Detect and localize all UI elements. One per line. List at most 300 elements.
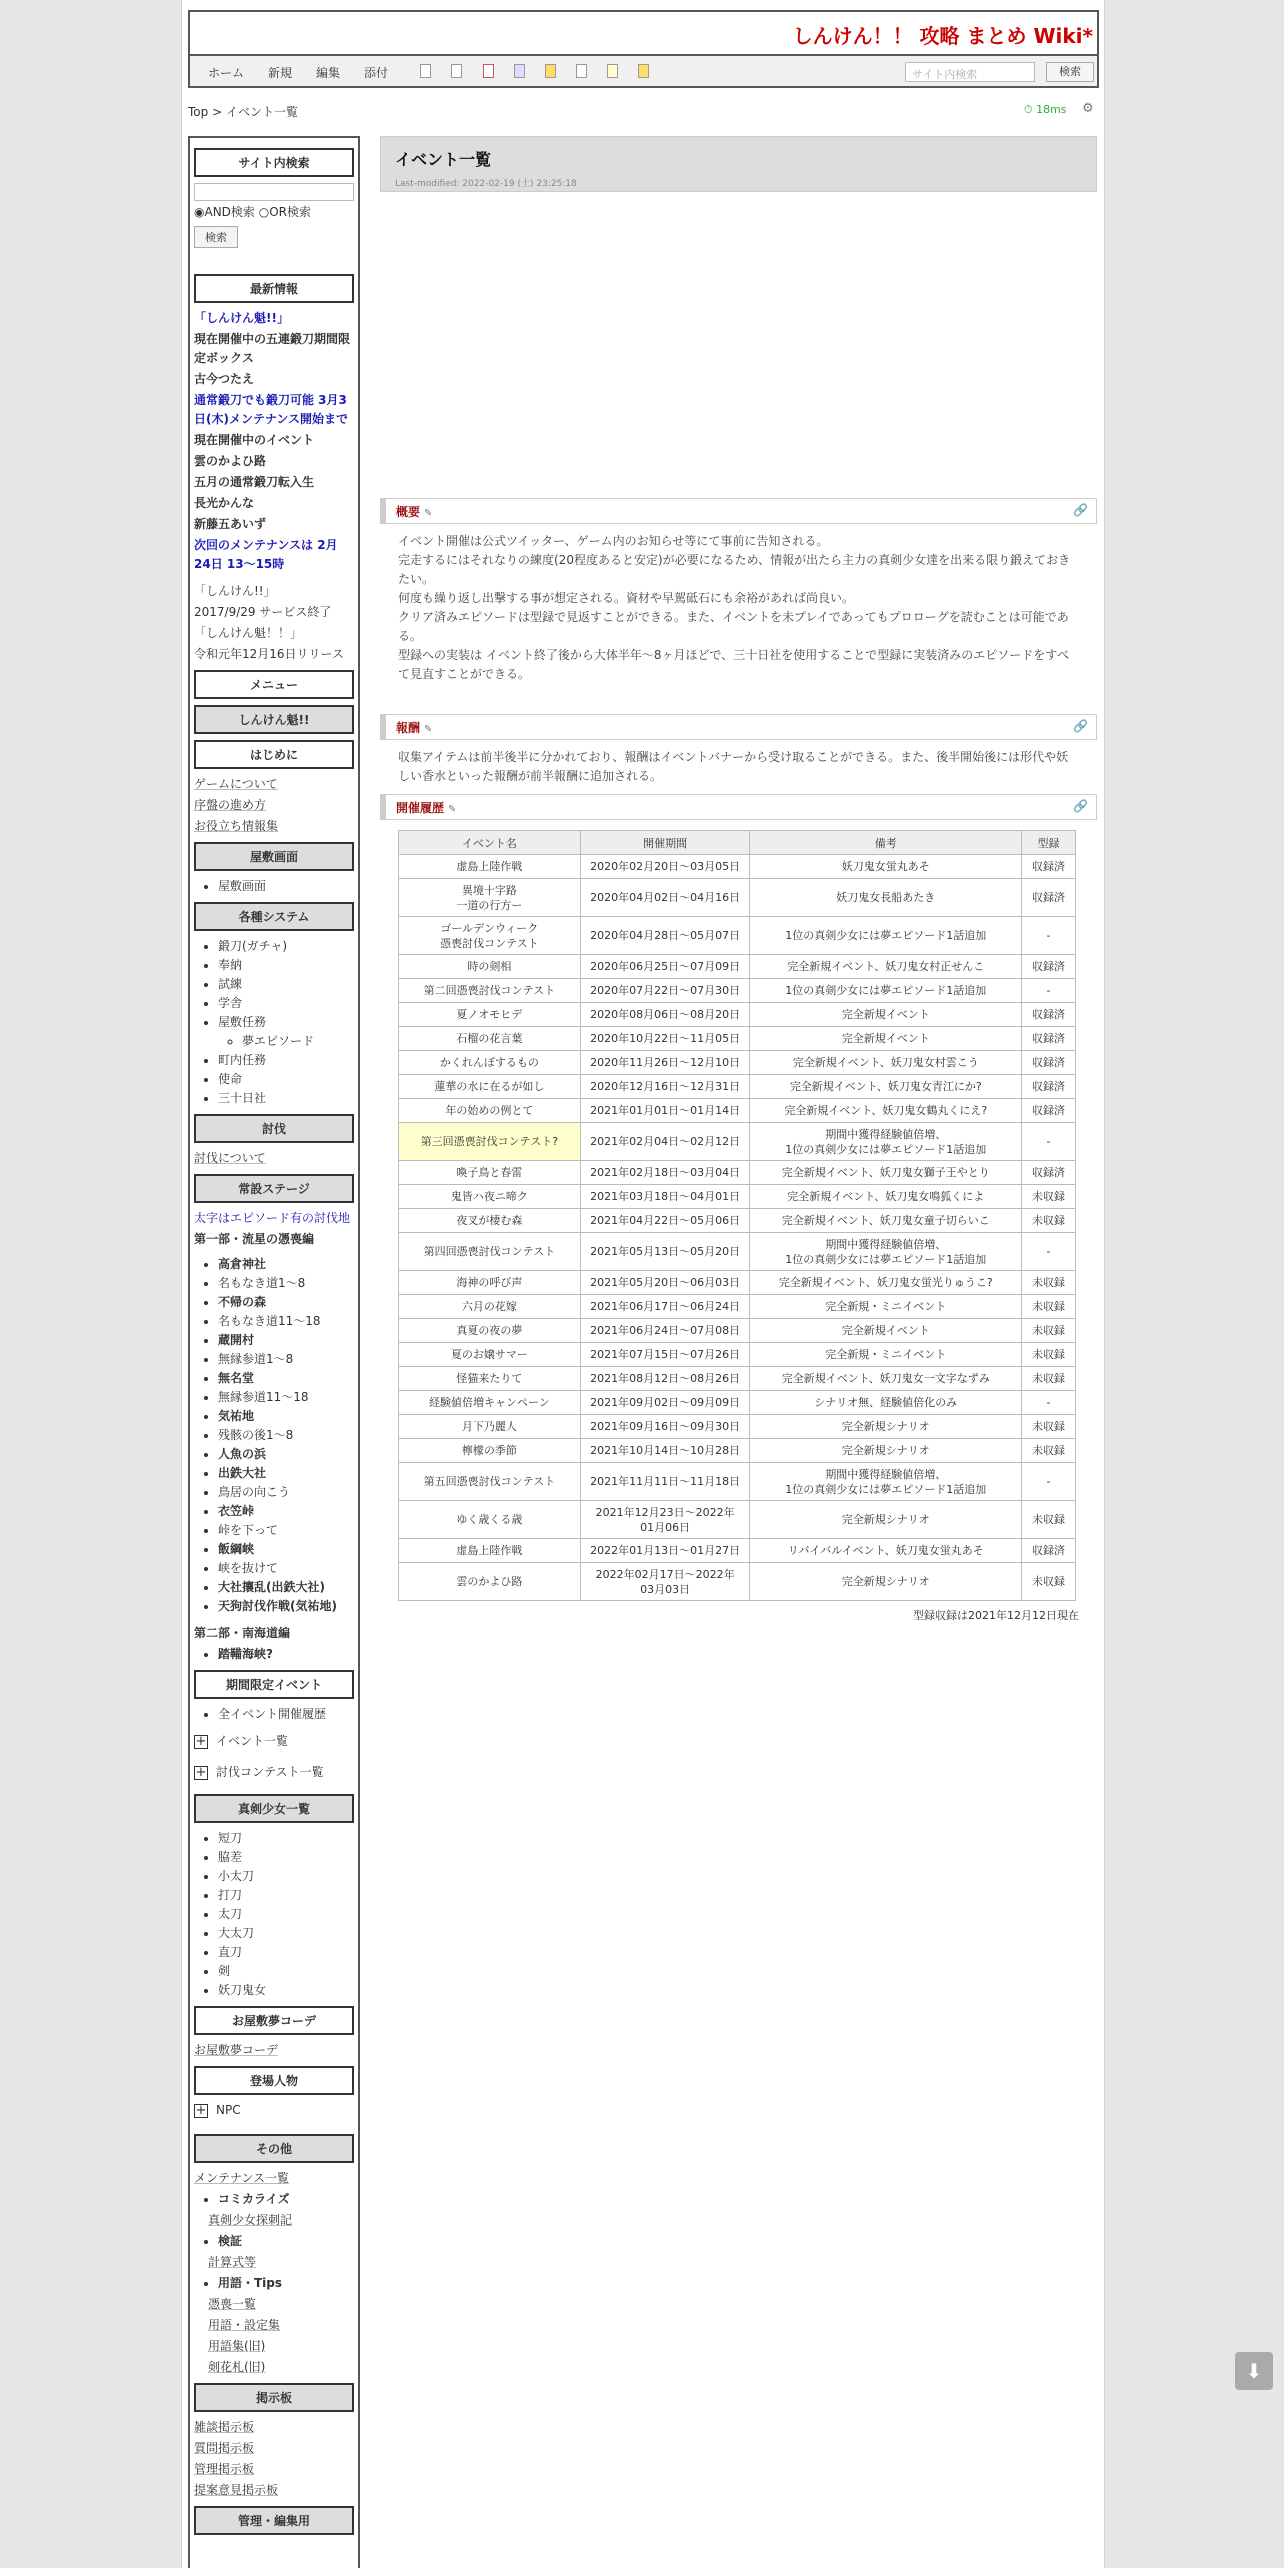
sidebar-item-girl[interactable]: • 打刀	[218, 1886, 354, 1905]
page	[181, 0, 1105, 2568]
sidebar-item-system[interactable]: • 屋敷任務	[218, 1013, 354, 1032]
last-modified: Last-modified: 2022-02-19 (土) 23:25:18	[395, 179, 577, 189]
event-name-cell[interactable]: 第四回憑喪討伐コンテスト	[399, 1233, 581, 1271]
plus-icon[interactable]: +	[195, 1764, 207, 1780]
table-row	[399, 955, 1076, 979]
table-row	[399, 1295, 1076, 1319]
notes-cell: 完全新規シナリオ	[750, 1415, 1022, 1439]
catalog-cell: 収録済	[1022, 1051, 1076, 1075]
catalog-cell: 収録済	[1022, 1099, 1076, 1123]
intro-link[interactable]: ゲームについて	[194, 777, 278, 791]
limited-header: 期間限定イベント	[194, 1670, 354, 1699]
nav-edit[interactable]: 編集	[316, 66, 341, 80]
system-list	[218, 937, 354, 1108]
period-cell: 2021年09月02日～09月09日	[580, 1391, 750, 1415]
sidebar-item-system[interactable]: • 町内任務	[218, 1051, 354, 1070]
notes-cell: 完全新規イベント、妖刀鬼女一文字なずみ	[750, 1367, 1022, 1391]
notes-cell: 期間中獲得経験値倍増、 1位の真剣少女には夢エピソード1話追加	[750, 1233, 1022, 1271]
notes-cell: 完全新規シナリオ	[750, 1439, 1022, 1463]
notes-cell: リバイバルイベント、妖刀鬼女蛍丸あそ	[750, 1539, 1022, 1563]
notes-cell: シナリオ無、経験値倍化のみ	[750, 1391, 1022, 1415]
table-row	[399, 979, 1076, 1003]
breadcrumb-current: イベント一覧	[225, 105, 298, 119]
ad-space	[380, 192, 1097, 498]
news-item[interactable]: 現在開催中のイベント	[194, 433, 315, 447]
bbs-link[interactable]: 管理掲示板	[194, 2462, 255, 2476]
section-reward: 報酬 ✎ 🔗	[380, 714, 1097, 740]
stage-list	[218, 1255, 354, 1616]
period-cell: 2021年02月04日～02月12日	[580, 1123, 750, 1161]
gear-icon[interactable]: ⚙	[1082, 101, 1094, 116]
table-row	[399, 1563, 1076, 1601]
save-icon[interactable]	[514, 64, 525, 78]
sidebar-item-stage[interactable]: • 峠を下って	[218, 1521, 354, 1540]
sidebar-item-stage[interactable]: • 無名堂	[218, 1369, 354, 1388]
overview-line: 何度も繰り返し出撃する事が想定される。資材や早駕砥石にも余裕があれば尚良い。	[398, 591, 855, 605]
lock-icon[interactable]	[545, 64, 556, 78]
sidebar-item-stage[interactable]: • 高倉神社	[218, 1255, 354, 1274]
catalog-cell: 未収録	[1022, 1439, 1076, 1463]
event-name-cell[interactable]: 虚島上陸作戦	[399, 1539, 581, 1563]
delete-icon[interactable]	[483, 64, 494, 78]
main-content	[380, 136, 1097, 1623]
breadcrumb-top[interactable]: Top	[188, 105, 209, 119]
catalog-cell: 収録済	[1022, 1003, 1076, 1027]
event-name-cell[interactable]: 喚子鳥と春雷	[399, 1161, 581, 1185]
catalog-cell: 未収録	[1022, 1415, 1076, 1439]
page-icon[interactable]	[451, 64, 462, 78]
news-item[interactable]: 新藤五あいず	[194, 517, 267, 531]
news-item[interactable]: 雲のかよひ路	[194, 454, 267, 468]
other-sub-link[interactable]: 真剣少女探刺記	[208, 2213, 293, 2227]
sidebar-item-girl[interactable]: • 大太刀	[218, 1924, 354, 1943]
section-history: 開催履歴 ✎ 🔗	[380, 794, 1097, 820]
notes-cell: 完全新規・ミニイベント	[750, 1295, 1022, 1319]
period-cell: 2020年08月06日～08月20日	[580, 1003, 750, 1027]
chara-header: 登場人物	[194, 2066, 354, 2095]
sidebar-item-other: • 検証	[218, 2232, 354, 2251]
table-row	[399, 1501, 1076, 1539]
news-item[interactable]: 古今つたえ	[194, 372, 255, 386]
overview-line: クリア済みエピソードは型録で見返すことができる。また、イベントを未プレイであってもプロローグを読むことは可能である。	[398, 610, 1069, 643]
table-row	[399, 1027, 1076, 1051]
period-cell: 2021年03月18日～04月01日	[580, 1185, 750, 1209]
event-name-cell[interactable]: 第二回憑喪討伐コンテスト	[399, 979, 581, 1003]
or-radio[interactable]: ○	[258, 205, 270, 219]
event-name-cell[interactable]: 石榴の花言葉	[399, 1027, 581, 1051]
table-row	[399, 1003, 1076, 1027]
event-name-cell[interactable]: 真夏の夜の夢	[399, 1319, 581, 1343]
period-cell: 2021年09月16日～09月30日	[580, 1415, 750, 1439]
period-cell: 2020年11月26日～12月10日	[580, 1051, 750, 1075]
sidebar-item-stage[interactable]: • 天狗討伐作戦(気祐地)	[218, 1597, 354, 1616]
col-event-name: イベント名	[399, 831, 581, 855]
table-row	[399, 1539, 1076, 1563]
catalog-cell: 収録済	[1022, 1027, 1076, 1051]
catalog-cell: -	[1022, 917, 1076, 955]
system-header: 各種システム	[194, 902, 354, 931]
event-name-cell[interactable]: かくれんぼするもの	[399, 1051, 581, 1075]
sidebar-item-stage[interactable]: • 踏鞴海峡?	[218, 1645, 354, 1664]
period-cell: 2020年06月25日～07月09日	[580, 955, 750, 979]
stage-header: 常設ステージ	[194, 1174, 354, 1203]
period-cell: 2021年06月24日～07月08日	[580, 1319, 750, 1343]
catalog-cell: 未収録	[1022, 1271, 1076, 1295]
period-cell: 2021年05月20日～06月03日	[580, 1271, 750, 1295]
notes-cell: 完全新規・ミニイベント	[750, 1343, 1022, 1367]
sidebar-item-stage[interactable]: • 飯綱峡	[218, 1540, 354, 1559]
period-cell: 2021年02月18日～03月04日	[580, 1161, 750, 1185]
notes-cell: 期間中獲得経験値倍増、 1位の真剣少女には夢エピソード1話追加	[750, 1123, 1022, 1161]
event-name-cell[interactable]: 異境十字路 一道の行方ー	[399, 879, 581, 917]
sidebar	[188, 136, 360, 2568]
sidebar-item-system[interactable]: • 三十日社	[218, 1089, 354, 1108]
period-cell: 2022年01月13日～01月27日	[580, 1539, 750, 1563]
notes-cell: 完全新規イベント	[750, 1319, 1022, 1343]
catalog-cell: 未収録	[1022, 1295, 1076, 1319]
load-time: ⏱ 18ms	[1024, 103, 1067, 116]
sidebar-item-system[interactable]: • 鍛刀(ガチャ)	[218, 937, 354, 956]
catalog-cell: -	[1022, 1391, 1076, 1415]
table-row	[399, 1123, 1076, 1161]
other-sub-link[interactable]: 用語・設定集	[208, 2318, 281, 2332]
col-period: 開催期間	[580, 831, 750, 855]
yume-link[interactable]: お屋敷夢コーデ	[194, 2043, 279, 2057]
event-name-cell[interactable]: 海神の呼び声	[399, 1271, 581, 1295]
system-sub	[218, 1032, 354, 1051]
event-name-cell[interactable]: 蓮華の水に在るが如し	[399, 1075, 581, 1099]
period-cell: 2021年01月01日～01月14日	[580, 1099, 750, 1123]
release-line: 「しんけん!!」	[194, 584, 276, 598]
table-row	[399, 1343, 1076, 1367]
bbs-links	[194, 2418, 354, 2500]
table-row	[399, 1319, 1076, 1343]
event-list-toggle[interactable]: + イベント一覧	[195, 1733, 289, 1749]
sidebar-item-girl[interactable]: • 短刀	[218, 1829, 354, 1848]
and-radio[interactable]: ◉	[194, 205, 205, 219]
stage-part2-list	[218, 1645, 354, 1664]
intro-link[interactable]: お役立ち情報集	[194, 819, 279, 833]
page-title-box	[380, 136, 1097, 192]
sidebar-item-stage[interactable]: • 気祐地	[218, 1407, 354, 1426]
maint-link[interactable]: メンテナンス一覧	[194, 2171, 290, 2185]
table-row	[399, 1391, 1076, 1415]
site-search-header: サイト内検索	[194, 148, 354, 177]
toubatsu-header: 討伐	[194, 1114, 354, 1143]
catalog-cell: 収録済	[1022, 1075, 1076, 1099]
period-cell: 2021年12月23日～2022年 01月06日	[580, 1501, 750, 1539]
section-overview: 概要 ✎ 🔗	[380, 498, 1097, 524]
sidebar-item-other: • 用語・Tips	[218, 2274, 354, 2293]
nav-new[interactable]: 新規	[268, 66, 293, 80]
notes-cell: 妖刀鬼女長船あたき	[750, 879, 1022, 917]
catalog-cell: 未収録	[1022, 1501, 1076, 1539]
bbs-header: 掲示板	[194, 2383, 354, 2412]
release-line: 2017/9/29 サービス終了	[194, 605, 332, 619]
catalog-cell: 収録済	[1022, 1161, 1076, 1185]
notes-cell: 期間中獲得経験値倍増、 1位の真剣少女には夢エピソード1話追加	[750, 1463, 1022, 1501]
sidebar-item-stage[interactable]: • 鳥居の向こう	[218, 1483, 354, 1502]
notes-cell: 完全新規イベント、妖刀鬼女村正せんこ	[750, 955, 1022, 979]
col-catalog: 型録	[1022, 831, 1076, 855]
notes-cell: 完全新規イベント	[750, 1027, 1022, 1051]
release-line: 令和元年12月16日リリース	[194, 647, 344, 661]
yashiki-header: 屋敷画面	[194, 842, 354, 871]
site-title[interactable]: しんけん！！ 攻略 まとめ Wiki*	[792, 24, 1093, 48]
table-row	[399, 1463, 1076, 1501]
notes-cell: 1位の真剣少女には夢エピソード1話追加	[750, 917, 1022, 955]
catalog-cell: 収録済	[1022, 1539, 1076, 1563]
edit-pencil-icon[interactable]: ✎	[424, 724, 433, 735]
link-icon[interactable]: 🔗	[1073, 799, 1088, 813]
period-cell: 2021年10月14日～10月28日	[580, 1439, 750, 1463]
stage-part2: 第二部・南海道編	[194, 1626, 291, 1640]
notes-cell: 妖刀鬼女蛍丸あそ	[750, 855, 1022, 879]
news-item[interactable]: 長光かんな	[194, 496, 255, 510]
sidebar-item-system[interactable]: • 奉納	[218, 956, 354, 975]
event-name-cell[interactable]: 時の剣相	[399, 955, 581, 979]
sidebar-search-button[interactable]: 検索	[194, 226, 238, 248]
notes-cell: 完全新規イベント、妖刀鬼女鶴丸くにえ?	[750, 1099, 1022, 1123]
release-line: 「しんけん魁！！」	[194, 626, 303, 640]
sidebar-item-stage[interactable]: • 無縁参道1～8	[218, 1350, 354, 1369]
catalog-cell: -	[1022, 979, 1076, 1003]
sidebar-item-system[interactable]: • 試練	[218, 975, 354, 994]
notes-cell: 完全新規イベント、妖刀鬼女童子切らいこ	[750, 1209, 1022, 1233]
notes-cell: 完全新規イベント、妖刀鬼女青江にか?	[750, 1075, 1022, 1099]
site-search-input[interactable]: サイト内検索	[905, 62, 1035, 82]
sidebar-item-stage[interactable]: • 人魚の浜	[218, 1445, 354, 1464]
catalog-cell: 未収録	[1022, 1563, 1076, 1601]
other-sub-link[interactable]: 憑喪一覧	[208, 2297, 257, 2311]
event-name-cell[interactable]: 虚島上陸作戦	[399, 855, 581, 879]
scroll-down-button[interactable]: ⬇	[1235, 2352, 1273, 2390]
event-name-cell[interactable]: 夏のお嬢サマー	[399, 1343, 581, 1367]
notes-cell: 完全新規イベント、妖刀鬼女獅子王やとり	[750, 1161, 1022, 1185]
table-row	[399, 917, 1076, 955]
breadcrumb: Top > イベント一覧	[188, 105, 298, 119]
event-name-cell[interactable]: 六月の花嫁	[399, 1295, 581, 1319]
sidebar-item-stage[interactable]: • 衣笠峠	[218, 1502, 354, 1521]
nav-toolbar	[190, 54, 1097, 86]
news-item[interactable]: 五月の通常鍛刀転入生	[194, 475, 315, 489]
period-cell: 2020年12月16日～12月31日	[580, 1075, 750, 1099]
period-cell: 2020年04月28日～05月07日	[580, 917, 750, 955]
period-cell: 2021年08月12日～08月26日	[580, 1367, 750, 1391]
table-row	[399, 1185, 1076, 1209]
table-row	[399, 1271, 1076, 1295]
sidebar-item-system[interactable]: • 使命	[218, 1070, 354, 1089]
menu-header: メニュー	[194, 670, 354, 699]
girls-list	[218, 1829, 354, 2000]
copy-icon[interactable]	[576, 64, 587, 78]
news-list	[194, 309, 354, 574]
catalog-cell: -	[1022, 1123, 1076, 1161]
edit-pencil-icon[interactable]: ✎	[448, 804, 457, 815]
nav-attach[interactable]: 添付	[364, 66, 389, 80]
event-name-cell[interactable]: 雲のかよひ路	[399, 1563, 581, 1601]
news-item[interactable]: 現在開催中の五連鍛刀期間限定ボックス	[194, 332, 351, 365]
period-cell: 2020年10月22日～11月05日	[580, 1027, 750, 1051]
sidebar-item-yashiki[interactable]: • 屋敷画面	[218, 877, 354, 896]
catalog-note: 型録収録は2021年12月12日現在	[913, 1609, 1079, 1622]
event-name-cell[interactable]: 第五回憑喪討伐コンテスト	[399, 1463, 581, 1501]
event-name-cell[interactable]: ゴールデンウィーク 憑喪討伐コンテスト	[399, 917, 581, 955]
other-sub-link[interactable]: 剣花札(旧)	[208, 2360, 266, 2374]
stage-note: 太字はエピソード有の討伐地	[194, 1211, 351, 1225]
news-item[interactable]: 通常鍛刀でも鍛刀可能 3月3日(木)メンテナンス開始まで	[194, 393, 349, 426]
period-cell: 2022年02月17日～2022年 03月03日	[580, 1563, 750, 1601]
event-name-cell[interactable]: 怪猫来たりて	[399, 1367, 581, 1391]
admin-header: 管理・編集用	[194, 2506, 354, 2535]
sidebar-item-stage[interactable]: • 峡を抜けて	[218, 1559, 354, 1578]
period-cell: 2021年04月22日～05月06日	[580, 1209, 750, 1233]
other-sub-link[interactable]: 用語集(旧)	[208, 2339, 266, 2353]
stage-part1: 第一部・流星の憑喪編	[194, 1232, 315, 1246]
catalog-cell: -	[1022, 1463, 1076, 1501]
sidebar-item-stage[interactable]: • 名もなき道1～8	[218, 1274, 354, 1293]
notes-cell: 完全新規イベント、妖刀鬼女蛍光りゅうこ?	[750, 1271, 1022, 1295]
table-row	[399, 1161, 1076, 1185]
link-icon[interactable]: 🔗	[1073, 719, 1088, 733]
catalog-cell: 収録済	[1022, 879, 1076, 917]
news-header: 最新情報	[194, 274, 354, 303]
sidebar-item-sub[interactable]: ◦ 夢エピソード	[242, 1032, 354, 1051]
sidebar-item-stage[interactable]: • 出鉄大社	[218, 1464, 354, 1483]
plus-icon[interactable]: +	[195, 1733, 207, 1749]
table-row	[399, 1367, 1076, 1391]
other-sub-link[interactable]: 計算式等	[208, 2255, 257, 2269]
page-title: イベント一覧	[395, 150, 492, 169]
bbs-link[interactable]: 質問掲示板	[194, 2441, 255, 2455]
sidebar-item-stage[interactable]: • 不帰の森	[218, 1293, 354, 1312]
notes-cell: 完全新規シナリオ	[750, 1501, 1022, 1539]
other-header: その他	[194, 2134, 354, 2163]
intro-link[interactable]: 序盤の進め方	[194, 798, 267, 812]
table-row	[399, 1439, 1076, 1463]
period-cell: 2021年11月11日～11月18日	[580, 1463, 750, 1501]
catalog-cell: 未収録	[1022, 1367, 1076, 1391]
history-icon[interactable]	[638, 64, 649, 78]
catalog-cell: 収録済	[1022, 955, 1076, 979]
event-name-cell[interactable]: 夜叉が棲む森	[399, 1209, 581, 1233]
notes-cell: 完全新規イベント	[750, 1003, 1022, 1027]
npc-toggle[interactable]: + NPC	[195, 2102, 241, 2118]
table-row	[399, 1233, 1076, 1271]
toubatsu-link[interactable]: 討伐について	[194, 1151, 266, 1165]
sidebar-item-stage[interactable]: • 大社攘乱(出鉄大社)	[218, 1578, 354, 1597]
news-item[interactable]: 次回のメンテナンスは 2月24日 13～15時	[194, 538, 338, 571]
intro-header: はじめに	[194, 740, 354, 769]
sidebar-item-stage[interactable]: • 無縁参道11～18	[218, 1388, 354, 1407]
table-row	[399, 1051, 1076, 1075]
intro-links	[194, 775, 354, 836]
overview-text	[380, 524, 1097, 692]
site-header	[188, 10, 1099, 88]
edit-pencil-icon[interactable]: ✎	[424, 508, 433, 519]
notes-cell: 完全新規イベント、妖刀鬼女鳴狐くによ	[750, 1185, 1022, 1209]
table-row	[399, 1075, 1076, 1099]
sidebar-search-input[interactable]	[194, 183, 354, 201]
event-name-cell[interactable]: 檸檬の季節	[399, 1439, 581, 1463]
sidebar-item-stage[interactable]: • 残骸の後1～8	[218, 1426, 354, 1445]
notes-cell: 1位の真剣少女には夢エピソード1話追加	[750, 979, 1022, 1003]
sidebar-item-girl[interactable]: • 妖刀鬼女	[218, 1981, 354, 2000]
sidebar-item-girl[interactable]: • 小太刀	[218, 1867, 354, 1886]
catalog-cell: -	[1022, 1233, 1076, 1271]
search-mode: ◉AND検索 ○OR検索	[194, 205, 312, 219]
event-name-cell[interactable]: 第三回憑喪討伐コンテスト?	[399, 1123, 581, 1161]
bbs-link[interactable]: 提案意見掲示板	[194, 2483, 279, 2497]
period-cell: 2020年02月20日～03月05日	[580, 855, 750, 879]
event-name-cell[interactable]: 年の始めの例とて	[399, 1099, 581, 1123]
notes-cell: 完全新規イベント、妖刀鬼女村雲こう	[750, 1051, 1022, 1075]
period-cell: 2021年06月17日～06月24日	[580, 1295, 750, 1319]
event-name-cell[interactable]: ゆく歳くる歳	[399, 1501, 581, 1539]
catalog-cell: 収録済	[1022, 855, 1076, 879]
event-name-cell[interactable]: 経験値倍増キャンペーン	[399, 1391, 581, 1415]
catalog-cell: 未収録	[1022, 1319, 1076, 1343]
bbs-link[interactable]: 雑談掲示板	[194, 2420, 255, 2434]
event-name-cell[interactable]: 夏ノオモヒデ	[399, 1003, 581, 1027]
news-item[interactable]: 「しんけん魁!!」	[194, 311, 289, 325]
sidebar-item-girl[interactable]: • 脇差	[218, 1848, 354, 1867]
sidebar-item-system[interactable]: • 学舎	[218, 994, 354, 1013]
notes-cell: 完全新規シナリオ	[750, 1563, 1022, 1601]
table-row	[399, 1209, 1076, 1233]
sidebar-item-other: • コミカライズ	[218, 2190, 354, 2209]
nav-home[interactable]: ホーム	[208, 66, 245, 80]
table-row	[399, 879, 1076, 917]
period-cell: 2021年07月15日～07月26日	[580, 1343, 750, 1367]
other-list	[208, 2190, 354, 2377]
period-cell: 2020年07月22日～07月30日	[580, 979, 750, 1003]
yume-header: お屋敷夢コーデ	[194, 2006, 354, 2035]
release-info	[194, 582, 354, 664]
col-notes: 備考	[750, 831, 1022, 855]
plus-icon[interactable]: +	[195, 2102, 207, 2118]
site-search-button[interactable]: 検索	[1046, 62, 1094, 82]
sidebar-item-stage[interactable]: • 蔵開村	[218, 1331, 354, 1350]
period-cell: 2021年05月13日～05月20日	[580, 1233, 750, 1271]
list-icon[interactable]	[607, 64, 618, 78]
link-icon[interactable]: 🔗	[1073, 503, 1088, 517]
event-name-cell[interactable]: 月下乃麗人	[399, 1415, 581, 1439]
limited-list	[218, 1705, 354, 1724]
sidebar-item-girl[interactable]: • 直刀	[218, 1943, 354, 1962]
pencil-icon[interactable]	[420, 64, 431, 78]
sidebar-item-girl[interactable]: • 剣	[218, 1962, 354, 1981]
yashiki-list	[218, 877, 354, 896]
sidebar-item-stage[interactable]: • 名もなき道11～18	[218, 1312, 354, 1331]
catalog-cell: 未収録	[1022, 1343, 1076, 1367]
catalog-cell: 未収録	[1022, 1209, 1076, 1233]
contest-list-toggle[interactable]: + 討伐コンテスト一覧	[195, 1764, 324, 1780]
table-row	[399, 1099, 1076, 1123]
table-row	[399, 1415, 1076, 1439]
event-name-cell[interactable]: 鬼皆ハ夜ニ啼ク	[399, 1185, 581, 1209]
period-cell: 2020年04月02日～04月16日	[580, 879, 750, 917]
menu-game-link[interactable]: しんけん魁!!	[194, 705, 354, 734]
reward-text: 収集アイテムは前半後半に分かれており、報酬はイベントバナーから受け取ることができる。また、後半開始後には形代や妖しい香水といった報酬が前半報酬に追加される。	[398, 750, 1069, 783]
sidebar-item-girl[interactable]: • 太刀	[218, 1905, 354, 1924]
overview-line: 型録への実装は イベント終了後から大体半年～8ヶ月ほどで、三十日社を使用することで型録に実装済みのエピソードをすべて見直すことができる。	[398, 648, 1069, 681]
catalog-cell: 未収録	[1022, 1185, 1076, 1209]
girls-header: 真剣少女一覧	[194, 1794, 354, 1823]
overview-line: イベント開催は公式ツイッター、ゲーム内のお知らせ等にて事前に告知される。	[398, 534, 829, 548]
table-row	[399, 855, 1076, 879]
sidebar-item-all-events[interactable]: • 全イベント開催履歴	[218, 1705, 354, 1724]
